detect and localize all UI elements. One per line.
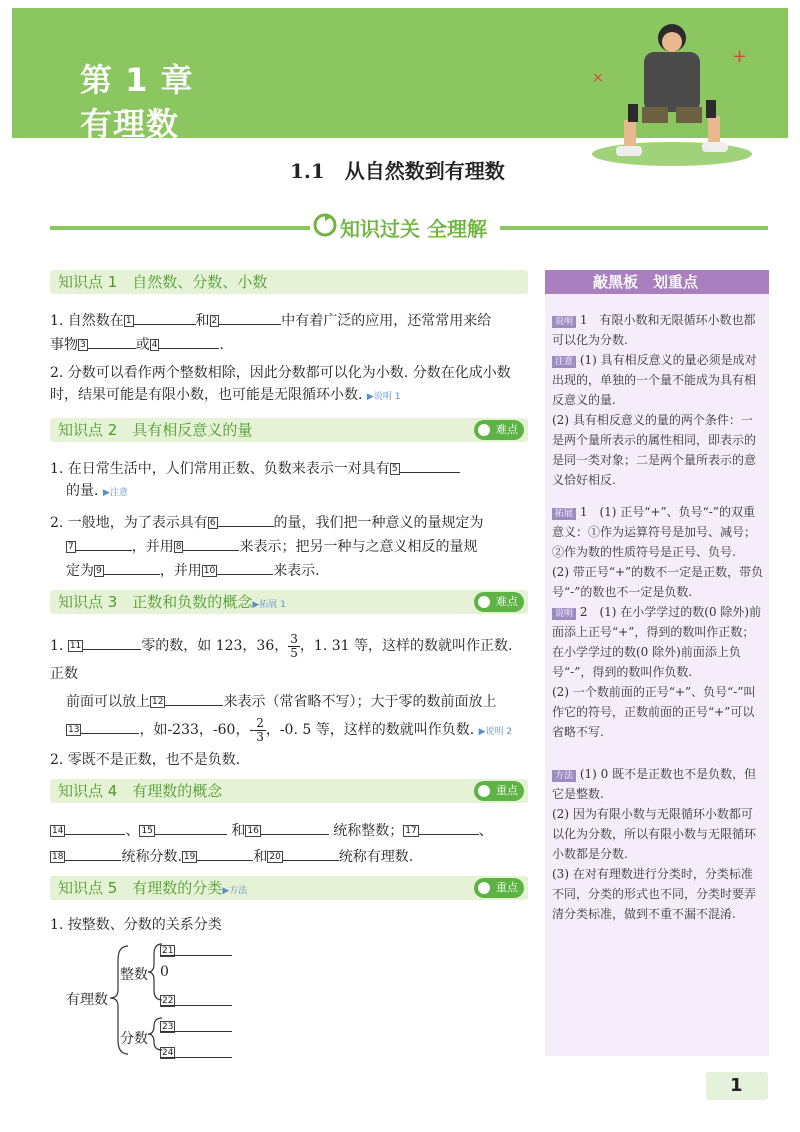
refresh-icon (312, 212, 338, 238)
sidebar-notes: 说明 1 有限小数和无限循环小数也都可以化为分数. 注意 (1) 具有相反意义的量必须是成对出现的，单独的一个量不能成为具有相反意义的量. (2) 具有相反意义的量的两个条件：一是两个量所表示的属性相同，即表示的是同一类对象；二是两个量所表示的意义恰好相反. 拓展 1 (1) 正号“+”、负号“-”的双重意义：①作为运算符号是加号、减号；②作为数的性质符号是正号、负号. (2) 带正号“+”的数不一定是正数，带负号“-”的数也不一定是负数. 说明 2 (1) 在小学学过的数(0 除外)前面添上正号“+”，得到的数叫作正数；在小学学过的数(0 除外)前面添上负号“-”，得到的数叫作负数. (2) 一个数前面的正号“+”、负号“-”叫作它的符号，正数前面的正号“+”可以省略不写. 方法 (1) 0 既不是正数也不是负数，但它是整数. (2) 因为有限小数与无限循环小数都可以化为分数，所以有限小数与无限循环小数都是分数. (3) 在对有理数进行分类时，分类标准不同，分类的形式也不同，分类时要弄清分类标准，做到不重不漏不混淆. (552, 313, 764, 921)
sidebar-header: 敲黑板 划重点 (545, 270, 769, 294)
kp1-title: 知识点 1 自然数、分数、小数 (58, 273, 268, 291)
kp4-body: 14 、 15 和 16 统称整数； 17 、 18 统称分数. 19 和 20 统称有理数. (50, 818, 530, 870)
key-point-badge: 重点 (474, 781, 524, 801)
banner-title: 知识过关 全理解 (340, 217, 487, 241)
kp3-body: 1. 11 零的数，如 123，36， $\frac{3}{5}$ ，1. 31 等，这样的数就叫作正数. 正数 前面可以放上 12 来表示（常省略不写）；大于零的数前面放上 13 ，如-233，-60，- $\frac{2}{3}$ ，-0. 5 等，这样的数就叫作负数. ▶说明 2 2. 零既不是正数，也不是负数. (50, 631, 513, 768)
kp5-bar: 知识点 5 有理数的分类▶方法 重点 (50, 876, 528, 900)
kp1-body: 1. 自然数在 1 和 2 中有着广泛的应用，还常常用来给 事物 3 或 4 . 2. 分数可以看作两个整数相除，因此分数都可以化为小数. 分数在化成小数时，结果可能是有限小数，也可能是无限循环小数. ▶说明 1 (50, 308, 530, 408)
kp2-title: 知识点 2 具有相反意义的量 (58, 421, 253, 439)
kp2-bar (50, 418, 528, 442)
difficulty-badge: 难点 (474, 420, 524, 440)
target-icon (476, 594, 492, 610)
banner-line-left (50, 226, 310, 230)
chapter-number: 第 1 章 (80, 61, 194, 99)
target-icon (476, 783, 492, 799)
section-title: 1.1 从自然数到有理数 (290, 159, 505, 183)
kp4-bar (50, 779, 528, 803)
classification-tree: 有理数 整数 21 0 22 分数 23 24 (60, 940, 260, 1060)
kp5-heading: 1. 按整数、分数的关系分类 (50, 917, 222, 933)
banner-line-right (500, 226, 768, 230)
student-illustration (572, 12, 772, 168)
kp4-title: 知识点 4 有理数的概念 (58, 782, 223, 800)
chapter-name: 有理数 (80, 105, 180, 143)
tree-root: 有理数 (66, 992, 108, 1008)
tree-int: 整数 (120, 967, 148, 983)
page-number: 1 (706, 1072, 768, 1100)
kp3-title: 知识点 3 正数和负数的概念 (58, 593, 253, 611)
svg-text:+: + (732, 46, 748, 67)
kp5-title: 知识点 5 有理数的分类 (58, 879, 223, 897)
chapter-title (80, 58, 194, 146)
key-point-badge: 重点 (474, 878, 524, 898)
target-icon (476, 422, 492, 438)
kp2-body: 1. 在日常生活中，人们常用正数、负数来表示一对具有 5 的量. ▶注意 2. 一般地，为了表示具有 6 的量，我们把一种意义的量规定为 7 ，并用 8 来表示；把另一种与之意义相反的量规 定为 9 ，并用 10 来表示. (50, 456, 530, 582)
tree-frac: 分数 (120, 1031, 148, 1047)
target-icon (476, 880, 492, 896)
svg-text:×: × (592, 70, 604, 86)
difficulty-badge: 难点 (474, 592, 524, 612)
kp3-bar: 知识点 3 正数和负数的概念▶拓展 1 难点 (50, 590, 528, 614)
kp1-bar (50, 270, 528, 294)
